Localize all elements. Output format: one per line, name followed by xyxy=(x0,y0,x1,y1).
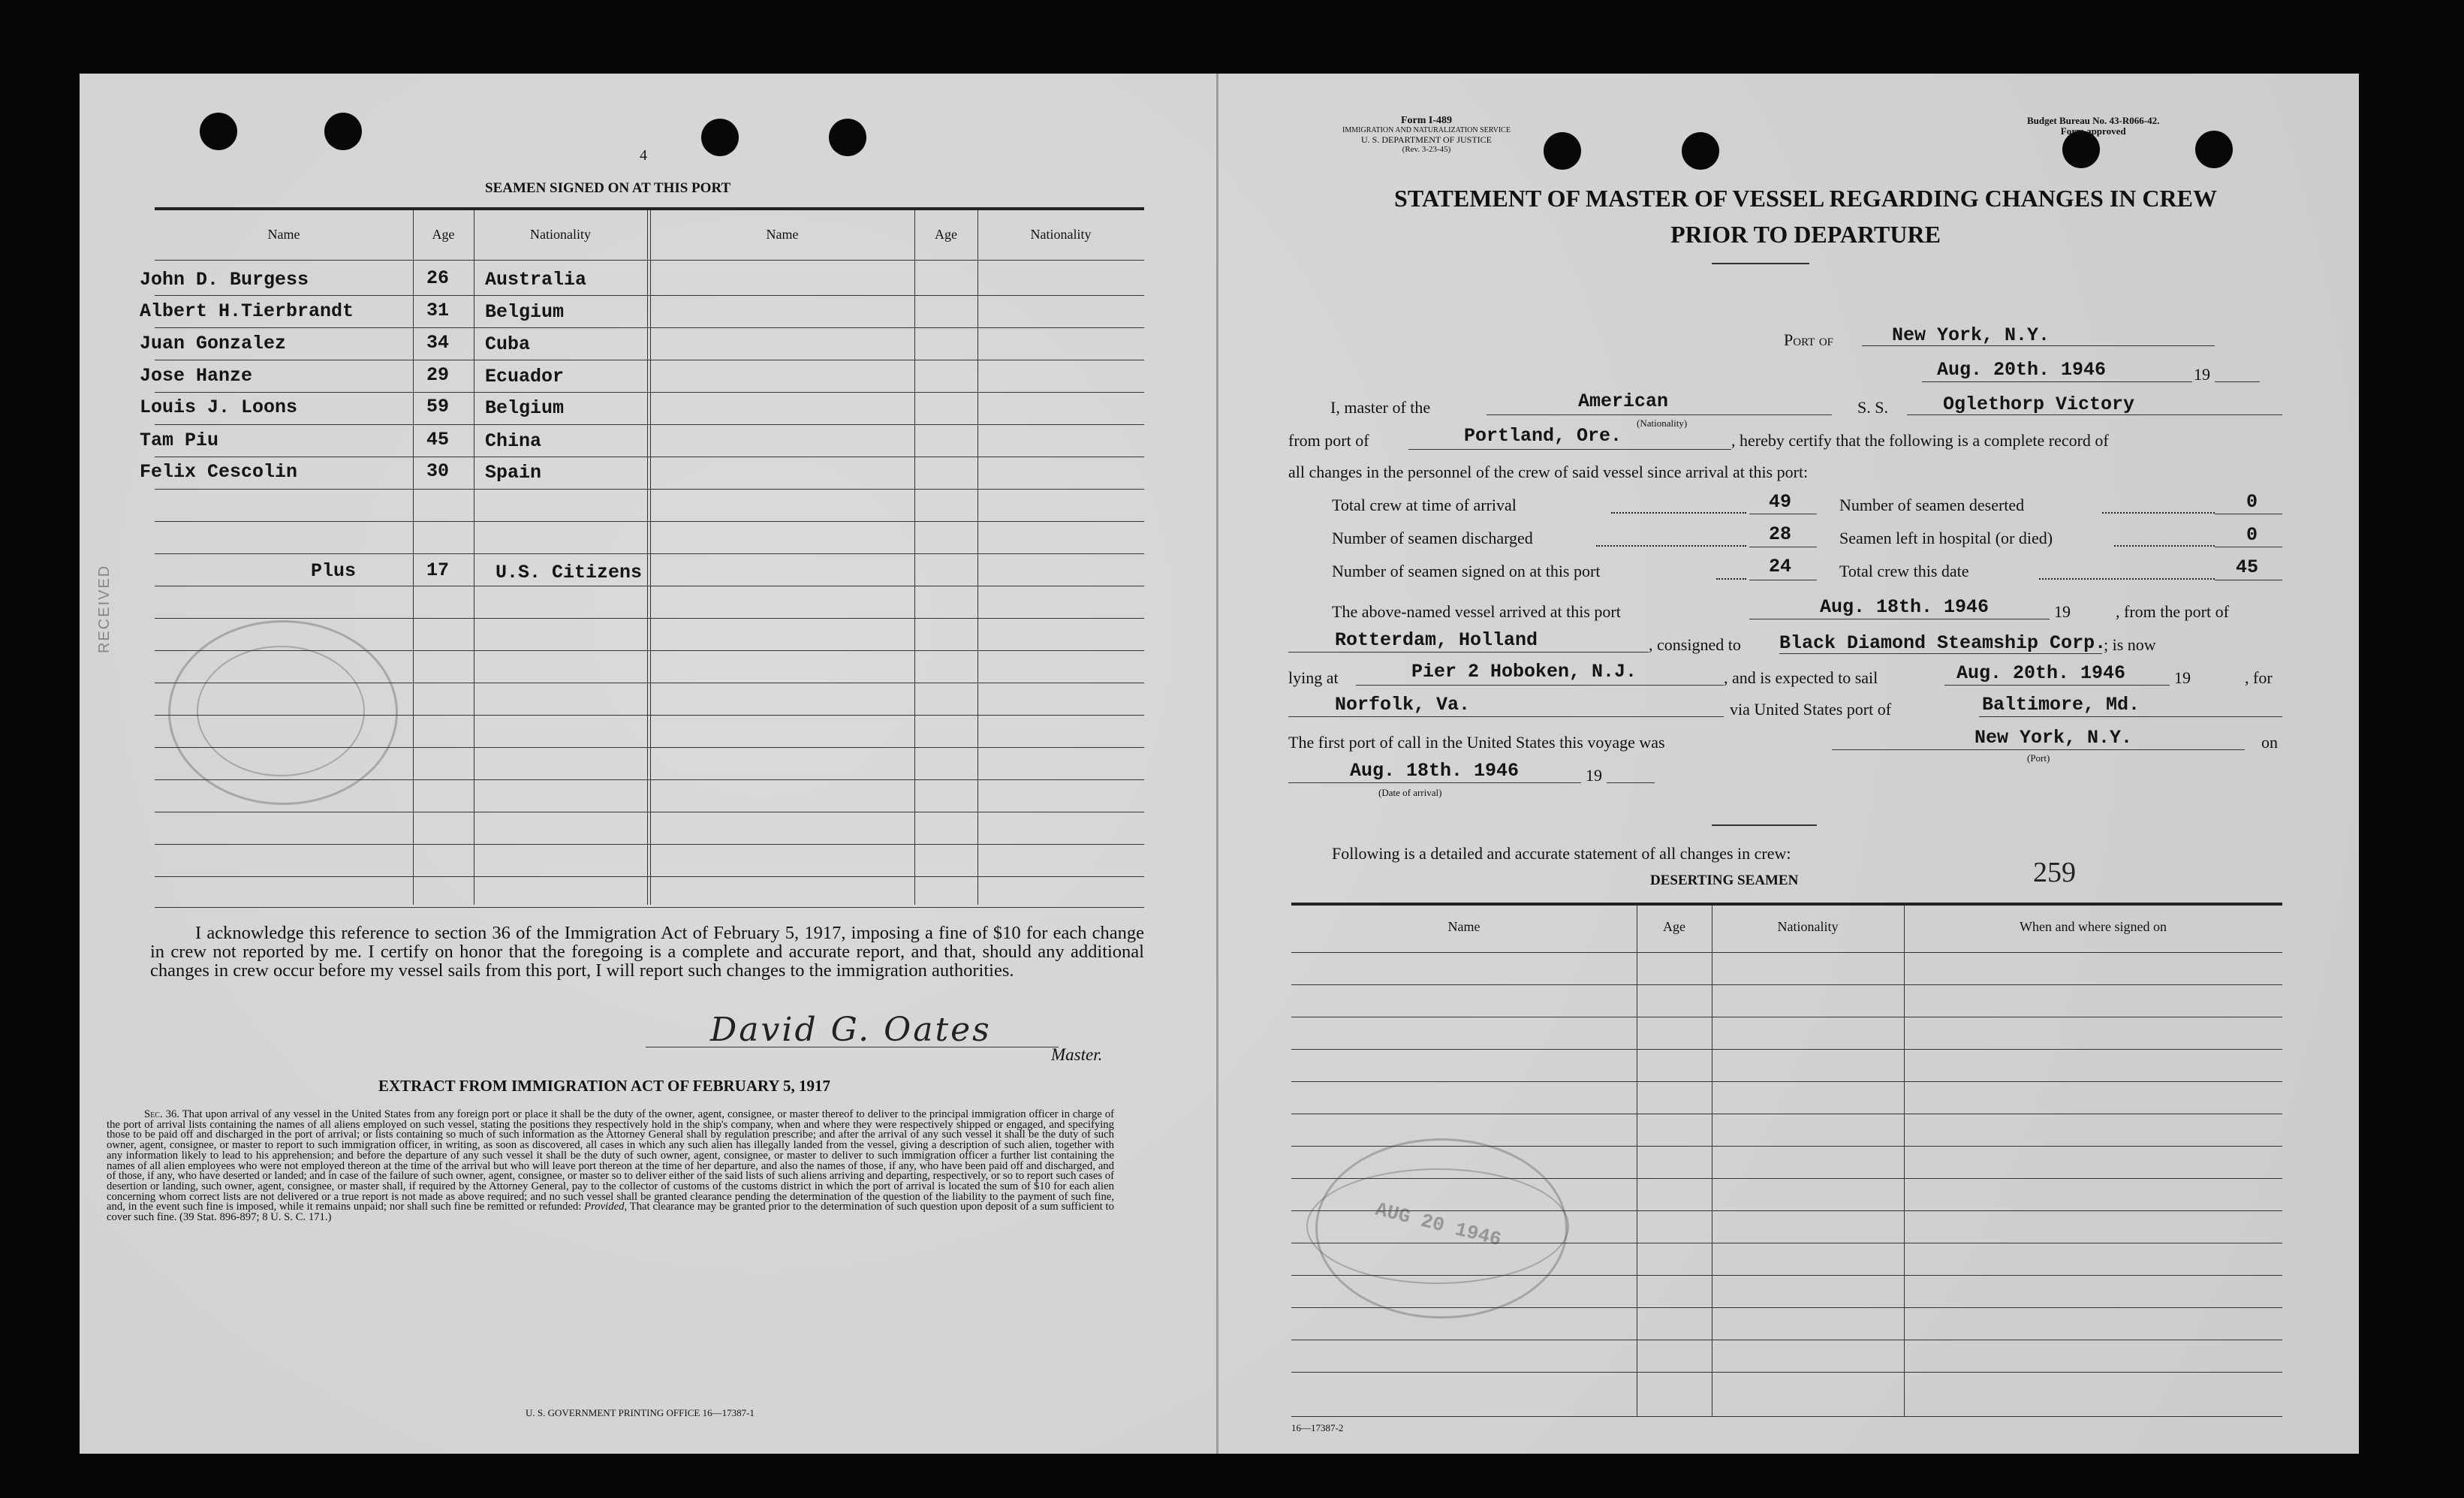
discharged-label: Number of seamen discharged xyxy=(1332,529,1533,547)
for-label: , for xyxy=(2245,668,2273,687)
arrived-label: The above-named vessel arrived at this port xyxy=(1332,602,1621,621)
row-rule xyxy=(155,327,1144,328)
total-label: Total crew this date xyxy=(1839,562,1969,580)
punch-hole xyxy=(324,113,362,150)
seaman-age: 30 xyxy=(426,460,450,482)
form-header xyxy=(1291,116,1562,155)
first-port-line xyxy=(1832,749,2245,750)
year-prefix: 19 xyxy=(1586,766,1602,785)
row-rule xyxy=(155,489,1144,490)
row-rule xyxy=(155,844,1144,845)
form-number: Form I-489 xyxy=(1400,115,1453,126)
seaman-age: 45 xyxy=(426,429,450,451)
sail-label: , and is expected to sail xyxy=(1724,668,1878,687)
col-divider xyxy=(914,210,915,905)
seaman-name: Albert H.Tierbrandt xyxy=(140,300,354,322)
budget-number: Budget Bureau No. 43-R066-42. xyxy=(2027,115,2160,126)
row-rule xyxy=(155,424,1144,425)
deserting-bottom-rule xyxy=(1291,1416,2282,1417)
row-rule xyxy=(155,876,1144,877)
agency-2: U. S. DEPARTMENT OF JUSTICE xyxy=(1361,134,1492,145)
table-header-rule xyxy=(155,260,1144,261)
leader-dots xyxy=(1596,545,1746,547)
seaman-name: John D. Burgess xyxy=(140,269,309,291)
port-label: Port of xyxy=(1784,330,1834,349)
consignee-value: Black Diamond Steamship Corp. xyxy=(1779,632,2107,654)
col-divider xyxy=(977,210,978,905)
seaman-age: 59 xyxy=(426,396,450,417)
nationality-value: American xyxy=(1578,390,1669,412)
location-line xyxy=(1356,685,1724,686)
port-caption: (Port) xyxy=(2027,752,2050,764)
leader-dots xyxy=(2039,578,2215,580)
punch-hole xyxy=(829,119,866,156)
deserted-label: Number of seamen deserted xyxy=(1839,496,2025,514)
extract-tail: That clearance may be granted prior to the determination of such question upon deposit of a sum sufficient to cover such fine. (39 Stat. 896-897; 8 U. S. C. 171.) xyxy=(107,1201,1114,1224)
discharged-value: 28 xyxy=(1769,523,1792,545)
arrival-date-value: Aug. 18th. 1946 xyxy=(1350,760,1520,782)
col-header-nationality: Nationality xyxy=(530,227,591,242)
ship-name: Oglethorp Victory xyxy=(1943,393,2135,415)
page-number: 4 xyxy=(640,147,647,164)
col-divider xyxy=(650,210,651,905)
deserting-col-when-where: When and where signed on xyxy=(2020,919,2167,934)
extract-text xyxy=(107,1110,1114,1223)
acknowledgement-text: I acknowledge this reference to section 36 of the Immigration Act of February 5, 1917, imposing a fine of $10 for each change in crew not reported by me. I certify on honor that the foregoing is a complete and accurate report, and that, should any additional changes in crew occur before my vessel sails from this port, I will report such changes to the immigration authorities. xyxy=(150,923,1144,981)
seaman-nationality: Australia xyxy=(485,269,587,291)
budget-header xyxy=(2027,116,2159,137)
signed-on-heading: SEAMEN SIGNED ON AT THIS PORT xyxy=(485,180,731,196)
extract-body: That upon arrival of any vessel in the United States from any foreign port or place it shall be the duty of the owner, agent, consignee, or master thereof to deliver to the principal immigration officer in charge of the port of arrival lists containing the names of all aliens employed on such vessel, stating the positions they respectively hold in the ship's company, when and where they were respectively shipped or engaged, and specifying those to be paid off and discharged in the port of arrival; or lists containing so much of such information as the Attorney General shall by regulation prescribe; and after the arrival of any such vessel it shall be the duty of such owner, agent, consignee, or master to report to such immigration officer, in writing, as soon as discovered, all cases in which any such alien has illegally landed from the vessel, giving a description of such alien, together with any information likely to lead to his apprehension; and before the departure of any such vessel it shall be the duty of such owner, agent, consignee, or master to deliver to such immigration officer a further list containing the names of all alien employees who were not employed thereon at the time of the arrival but who will leave port thereon at the time of her departure, and also the names of those, if any, who have been paid off and discharged, and of those, if any, who have deserted or landed; and in case of the failure of such owner, agent, consignee, or master so to deliver either of the said lists of such aliens arriving and departing, respectively, or so to report such cases of desertion or landing, such owner, agent, consignee, or master shall, if required by the Attorney General, pay to the collector of customs of the customs district in which the port of arrival is located the sum of $10 for each alien concerning whom correct lists are not delivered or a true report is not made as above required; and no such vessel shall be granted clearance pending the determination of the question of the liability to the payment of such fine, and, in the event such fine is imposed, while it remains unpaid; nor shall such fine be remitted or refunded: xyxy=(107,1108,1114,1213)
seaman-nationality: Belgium xyxy=(485,397,565,419)
deserting-header-rule xyxy=(1291,952,2282,953)
first-port-value: New York, N.Y. xyxy=(1975,727,2133,749)
from-port-line xyxy=(1408,449,1731,450)
deserting-col-nationality: Nationality xyxy=(1777,919,1839,934)
date-value: Aug. 20th. 1946 xyxy=(1937,359,2107,381)
hospital-value: 0 xyxy=(2246,524,2258,546)
row-rule xyxy=(1291,1049,2282,1050)
seaman-name: Tam Piu xyxy=(140,430,219,451)
col-header-name: Name xyxy=(267,227,300,242)
seaman-nationality: Ecuador xyxy=(485,366,565,387)
seaman-nationality: Cuba xyxy=(485,333,531,355)
from-port-of-label: , from the port of xyxy=(2116,602,2229,621)
origin-value: Rotterdam, Holland xyxy=(1335,629,1538,651)
col-header-age: Age xyxy=(432,227,455,242)
origin-line xyxy=(1288,652,1649,653)
row-rule xyxy=(1291,984,2282,985)
row-rule xyxy=(155,553,1144,554)
table-top-rule xyxy=(155,207,1144,210)
seaman-name: Felix Cescolin xyxy=(140,461,298,483)
destination-value: Norfolk, Va. xyxy=(1335,694,1471,716)
sail-value: Aug. 20th. 1946 xyxy=(1956,662,2126,684)
punch-hole xyxy=(200,113,237,150)
seaman-nationality: Spain xyxy=(485,462,542,484)
extract-title: EXTRACT FROM IMMIGRATION ACT OF FEBRUARY 5, 1917 xyxy=(378,1077,831,1095)
port-value: New York, N.Y. xyxy=(1892,324,2050,346)
year-line xyxy=(2215,381,2260,382)
year-prefix: 19 xyxy=(2054,602,2071,621)
seaman-nationality: Belgium xyxy=(485,301,565,323)
seaman-name: Louis J. Loons xyxy=(140,396,298,418)
plus-label: Plus xyxy=(311,560,357,582)
footer-code: 16—17387-2 xyxy=(1291,1422,1344,1433)
deserting-col-age: Age xyxy=(1663,919,1685,934)
leader-dots xyxy=(1716,578,1746,580)
on-label: on xyxy=(2261,733,2278,752)
leader-dots xyxy=(2114,545,2215,547)
ship-line xyxy=(1907,414,2282,415)
col-header-age: Age xyxy=(935,227,957,242)
leader-dots xyxy=(2102,512,2215,514)
revision: (Rev. 3-23-45) xyxy=(1402,145,1451,154)
leader-dots xyxy=(1611,512,1746,514)
punch-hole xyxy=(1682,132,1719,170)
title-line-1: STATEMENT OF MASTER OF VESSEL REGARDING CHANGES IN CREW xyxy=(1394,185,2217,212)
page-fold xyxy=(1216,74,1218,1454)
seaman-name: Jose Hanze xyxy=(140,365,253,387)
seaman-age: 31 xyxy=(426,300,450,321)
lying-label: lying at xyxy=(1288,668,1339,687)
col-header-nationality: Nationality xyxy=(1030,227,1092,242)
deserting-heading: DESERTING SEAMEN xyxy=(1650,873,1799,888)
certify-text-2: all changes in the personnel of the crew of said vessel since arrival at this port: xyxy=(1288,463,1809,481)
arrived-value: Aug. 18th. 1946 xyxy=(1820,596,1990,618)
consigned-label: , consigned to xyxy=(1649,635,1741,654)
signed-value: 24 xyxy=(1769,556,1792,577)
extract-lead: Sec. 36. xyxy=(144,1108,179,1120)
arrival-label: Total crew at time of arrival xyxy=(1332,496,1517,514)
col-divider xyxy=(647,210,648,905)
document-sheet xyxy=(80,74,2359,1454)
ss-label: S. S. xyxy=(1857,398,1888,417)
master-label: Master. xyxy=(1051,1045,1103,1064)
year-prefix: 19 xyxy=(2194,365,2210,384)
via-line xyxy=(1979,716,2282,717)
printing-office: U. S. GOVERNMENT PRINTING OFFICE 16—17387-1 xyxy=(526,1407,755,1418)
stamp-number: 259 xyxy=(2033,857,2076,888)
master-signature: David G. Oates xyxy=(710,1011,992,1049)
agency-1: IMMIGRATION AND NATURALIZATION SERVICE xyxy=(1342,126,1511,134)
col-header-name: Name xyxy=(766,227,799,242)
title-line-2: PRIOR TO DEPARTURE xyxy=(1670,221,1941,248)
plus-nationality: U.S. Citizens xyxy=(496,562,643,583)
sail-line xyxy=(1944,685,2170,686)
received-stamp-inner xyxy=(197,646,365,776)
col-divider xyxy=(413,210,414,905)
deserting-top-rule xyxy=(1291,903,2282,906)
signed-label: Number of seamen signed on at this port xyxy=(1332,562,1601,580)
row-rule xyxy=(155,521,1144,522)
via-value: Baltimore, Md. xyxy=(1982,694,2140,716)
nationality-line xyxy=(1487,414,1832,415)
row-rule xyxy=(155,618,1144,619)
following-label: Following is a detailed and accurate statement of all changes in crew: xyxy=(1332,844,1791,863)
received-stamp-text: RECEIVED xyxy=(96,564,113,653)
certify-text: , hereby certify that the following is a complete record of xyxy=(1731,431,2109,450)
consignee-line xyxy=(1779,653,2102,654)
arrival-date-caption: (Date of arrival) xyxy=(1378,787,1442,798)
year-prefix: 19 xyxy=(2174,668,2191,687)
extract-provided: Provided, xyxy=(584,1201,628,1213)
date-line xyxy=(1922,381,2192,382)
seaman-age: 26 xyxy=(426,267,450,289)
year-line xyxy=(1607,782,1655,783)
hospital-label: Seamen left in hospital (or died) xyxy=(1839,529,2053,547)
seaman-age: 34 xyxy=(426,332,450,354)
port-line xyxy=(1862,345,2215,346)
deserted-value: 0 xyxy=(2246,491,2258,513)
master-of-label: I, master of the xyxy=(1330,398,1431,417)
punch-hole xyxy=(2195,131,2233,168)
plus-count: 17 xyxy=(426,559,450,581)
section-divider xyxy=(1712,824,1817,826)
inspection-stamp-date: AUG 20 1946 xyxy=(1372,1198,1504,1252)
destination-line xyxy=(1288,716,1724,717)
location-value: Pier 2 Hoboken, N.J. xyxy=(1411,661,1637,683)
seaman-name: Juan Gonzalez xyxy=(140,333,287,354)
from-port-value: Portland, Ore. xyxy=(1464,425,1622,447)
seaman-nationality: China xyxy=(485,430,542,452)
seaman-age: 29 xyxy=(426,364,450,386)
first-port-label: The first port of call in the United States this voyage was xyxy=(1288,733,1665,752)
arrival-value: 49 xyxy=(1769,491,1792,513)
form-title xyxy=(1321,180,2290,252)
is-now-label: ; is now xyxy=(2104,635,2156,654)
arrival-date-line xyxy=(1288,782,1581,783)
row-rule xyxy=(1291,1081,2282,1082)
nationality-caption: (Nationality) xyxy=(1637,417,1688,429)
punch-hole xyxy=(701,119,739,156)
form-approved: Form approved xyxy=(2060,125,2126,137)
deserting-col-name: Name xyxy=(1447,919,1481,934)
row-rule xyxy=(155,295,1144,296)
from-port-label: from port of xyxy=(1288,431,1369,450)
row-rule xyxy=(155,392,1144,393)
via-label: via United States port of xyxy=(1730,700,1892,719)
row-rule xyxy=(1291,1372,2282,1373)
title-underline xyxy=(1712,263,1809,264)
table-bottom-rule xyxy=(155,907,1144,908)
total-value: 45 xyxy=(2236,556,2259,578)
